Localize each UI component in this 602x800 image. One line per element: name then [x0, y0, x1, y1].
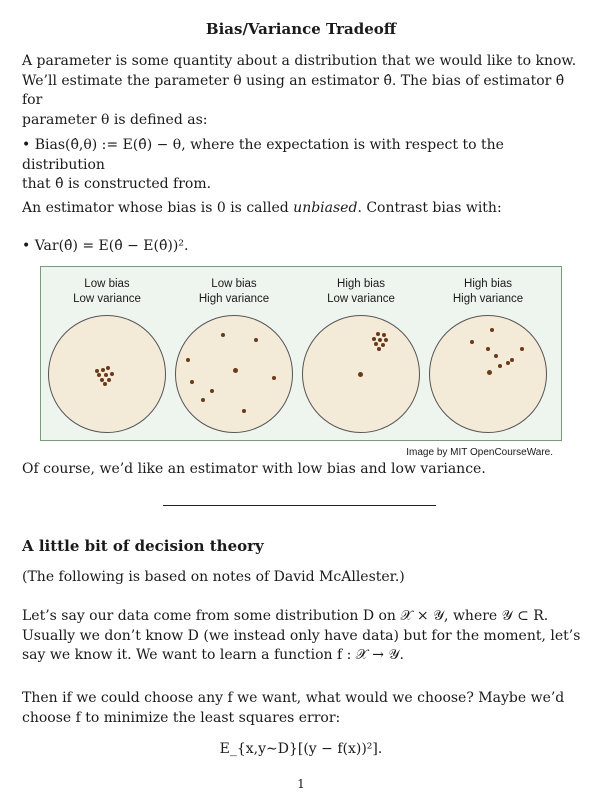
shot-dot [103, 382, 107, 386]
panel-label-high-bias-low-variance: High bias Low variance [327, 278, 395, 305]
shot-dot [97, 373, 101, 377]
unbiased-sentence [22, 199, 582, 219]
page-number: 1 [297, 777, 305, 791]
shot-dot [101, 368, 105, 372]
variance-definition: • Var(θ̂) = E(θ̂ − E(θ̂))². [22, 238, 189, 254]
shot-dot [221, 333, 225, 337]
shot-dot [242, 409, 246, 413]
shot-dot [358, 372, 363, 377]
shot-dot [486, 347, 490, 351]
unbiased-suffix: . Contrast bias with: [357, 200, 502, 216]
shot-dot [498, 364, 502, 368]
shot-dot [378, 338, 382, 342]
shot-dot [201, 398, 205, 402]
intro-line-1: A parameter is some quantity about a distribution that we would like to know. [22, 53, 577, 69]
p1-line-1: Let’s say our data come from some distribution D on 𝒳 × 𝒴, where 𝒴 ⊂ R. [22, 608, 549, 624]
shot-dot [95, 369, 99, 373]
shot-dot [110, 372, 114, 376]
section-note: (The following is based on notes of David McAllester.) [22, 569, 405, 585]
bias-definition [22, 136, 582, 195]
shot-dot [272, 376, 276, 380]
page-title: Bias/Variance Tradeoff [205, 20, 397, 38]
target-low-bias-high-variance [175, 315, 293, 433]
shot-dot [104, 373, 108, 377]
bias-def-line-2: that θ̂ is constructed from. [22, 176, 212, 192]
shot-dot [377, 347, 381, 351]
unbiased-prefix: An estimator whose bias is 0 is called [22, 200, 294, 216]
shot-dot [254, 338, 258, 342]
horizontal-divider [163, 505, 436, 506]
shot-dot [372, 337, 376, 341]
shot-dot [487, 370, 492, 375]
data-distribution-paragraph [22, 607, 582, 666]
panel-label-low-bias-high-variance: Low bias High variance [198, 278, 270, 305]
shot-dot [506, 361, 510, 365]
panel-label-low-bias-low-variance: Low bias Low variance [73, 278, 141, 305]
shot-dot [510, 358, 514, 362]
conclusion: Of course, we’d like an estimator with low bias and low variance. [22, 461, 486, 477]
shot-dot [374, 342, 378, 346]
p1-line-2: Usually we don’t know D (we instead only have data) but for the moment, let’s [22, 627, 581, 644]
shot-dot [107, 378, 111, 382]
panel-label-high-bias-high-variance: High bias High variance [452, 278, 524, 305]
figure-credit: Image by MIT OpenCourseWare. [406, 447, 553, 458]
shot-dot [376, 332, 380, 336]
bias-variance-figure [40, 266, 562, 458]
shot-dot [494, 354, 498, 358]
shot-dot [520, 347, 524, 351]
shot-dot [233, 368, 238, 373]
shot-dot [186, 358, 190, 362]
shot-dot [190, 380, 194, 384]
shot-dot [384, 338, 388, 342]
shot-dot [106, 366, 110, 370]
shot-dot [490, 328, 494, 332]
choose-f-paragraph [22, 689, 582, 728]
target-low-bias-low-variance [48, 315, 166, 433]
target-high-bias-low-variance [302, 315, 420, 433]
unbiased-term: unbiased [293, 200, 358, 216]
p2-line-2: choose f to minimize the least squares error: [22, 709, 341, 726]
p1-line-3: say we know it. We want to learn a function f : 𝒳 → 𝒴. [22, 647, 404, 663]
intro-line-3: parameter θ is defined as: [22, 111, 208, 128]
intro-line-2: We’ll estimate the parameter θ using an estimator θ̂. The bias of estimator θ̂ for [22, 72, 565, 108]
p2-line-1: Then if we could choose any f we want, what would we choose? Maybe we’d [22, 690, 565, 706]
bias-def-line-1: • Bias(θ̂,θ) := E(θ̂) − θ, where the expectation is with respect to the distribution [22, 137, 504, 173]
section-title: A little bit of decision theory [22, 537, 264, 555]
shot-dot [470, 340, 474, 344]
shot-dot [210, 389, 214, 393]
target-high-bias-high-variance [429, 315, 547, 433]
least-squares-equation: E_{x,y∼D}[(y − f(x))²]. [219, 741, 383, 757]
shot-dot [382, 333, 386, 337]
shot-dot [381, 343, 385, 347]
intro-paragraph [22, 52, 582, 130]
